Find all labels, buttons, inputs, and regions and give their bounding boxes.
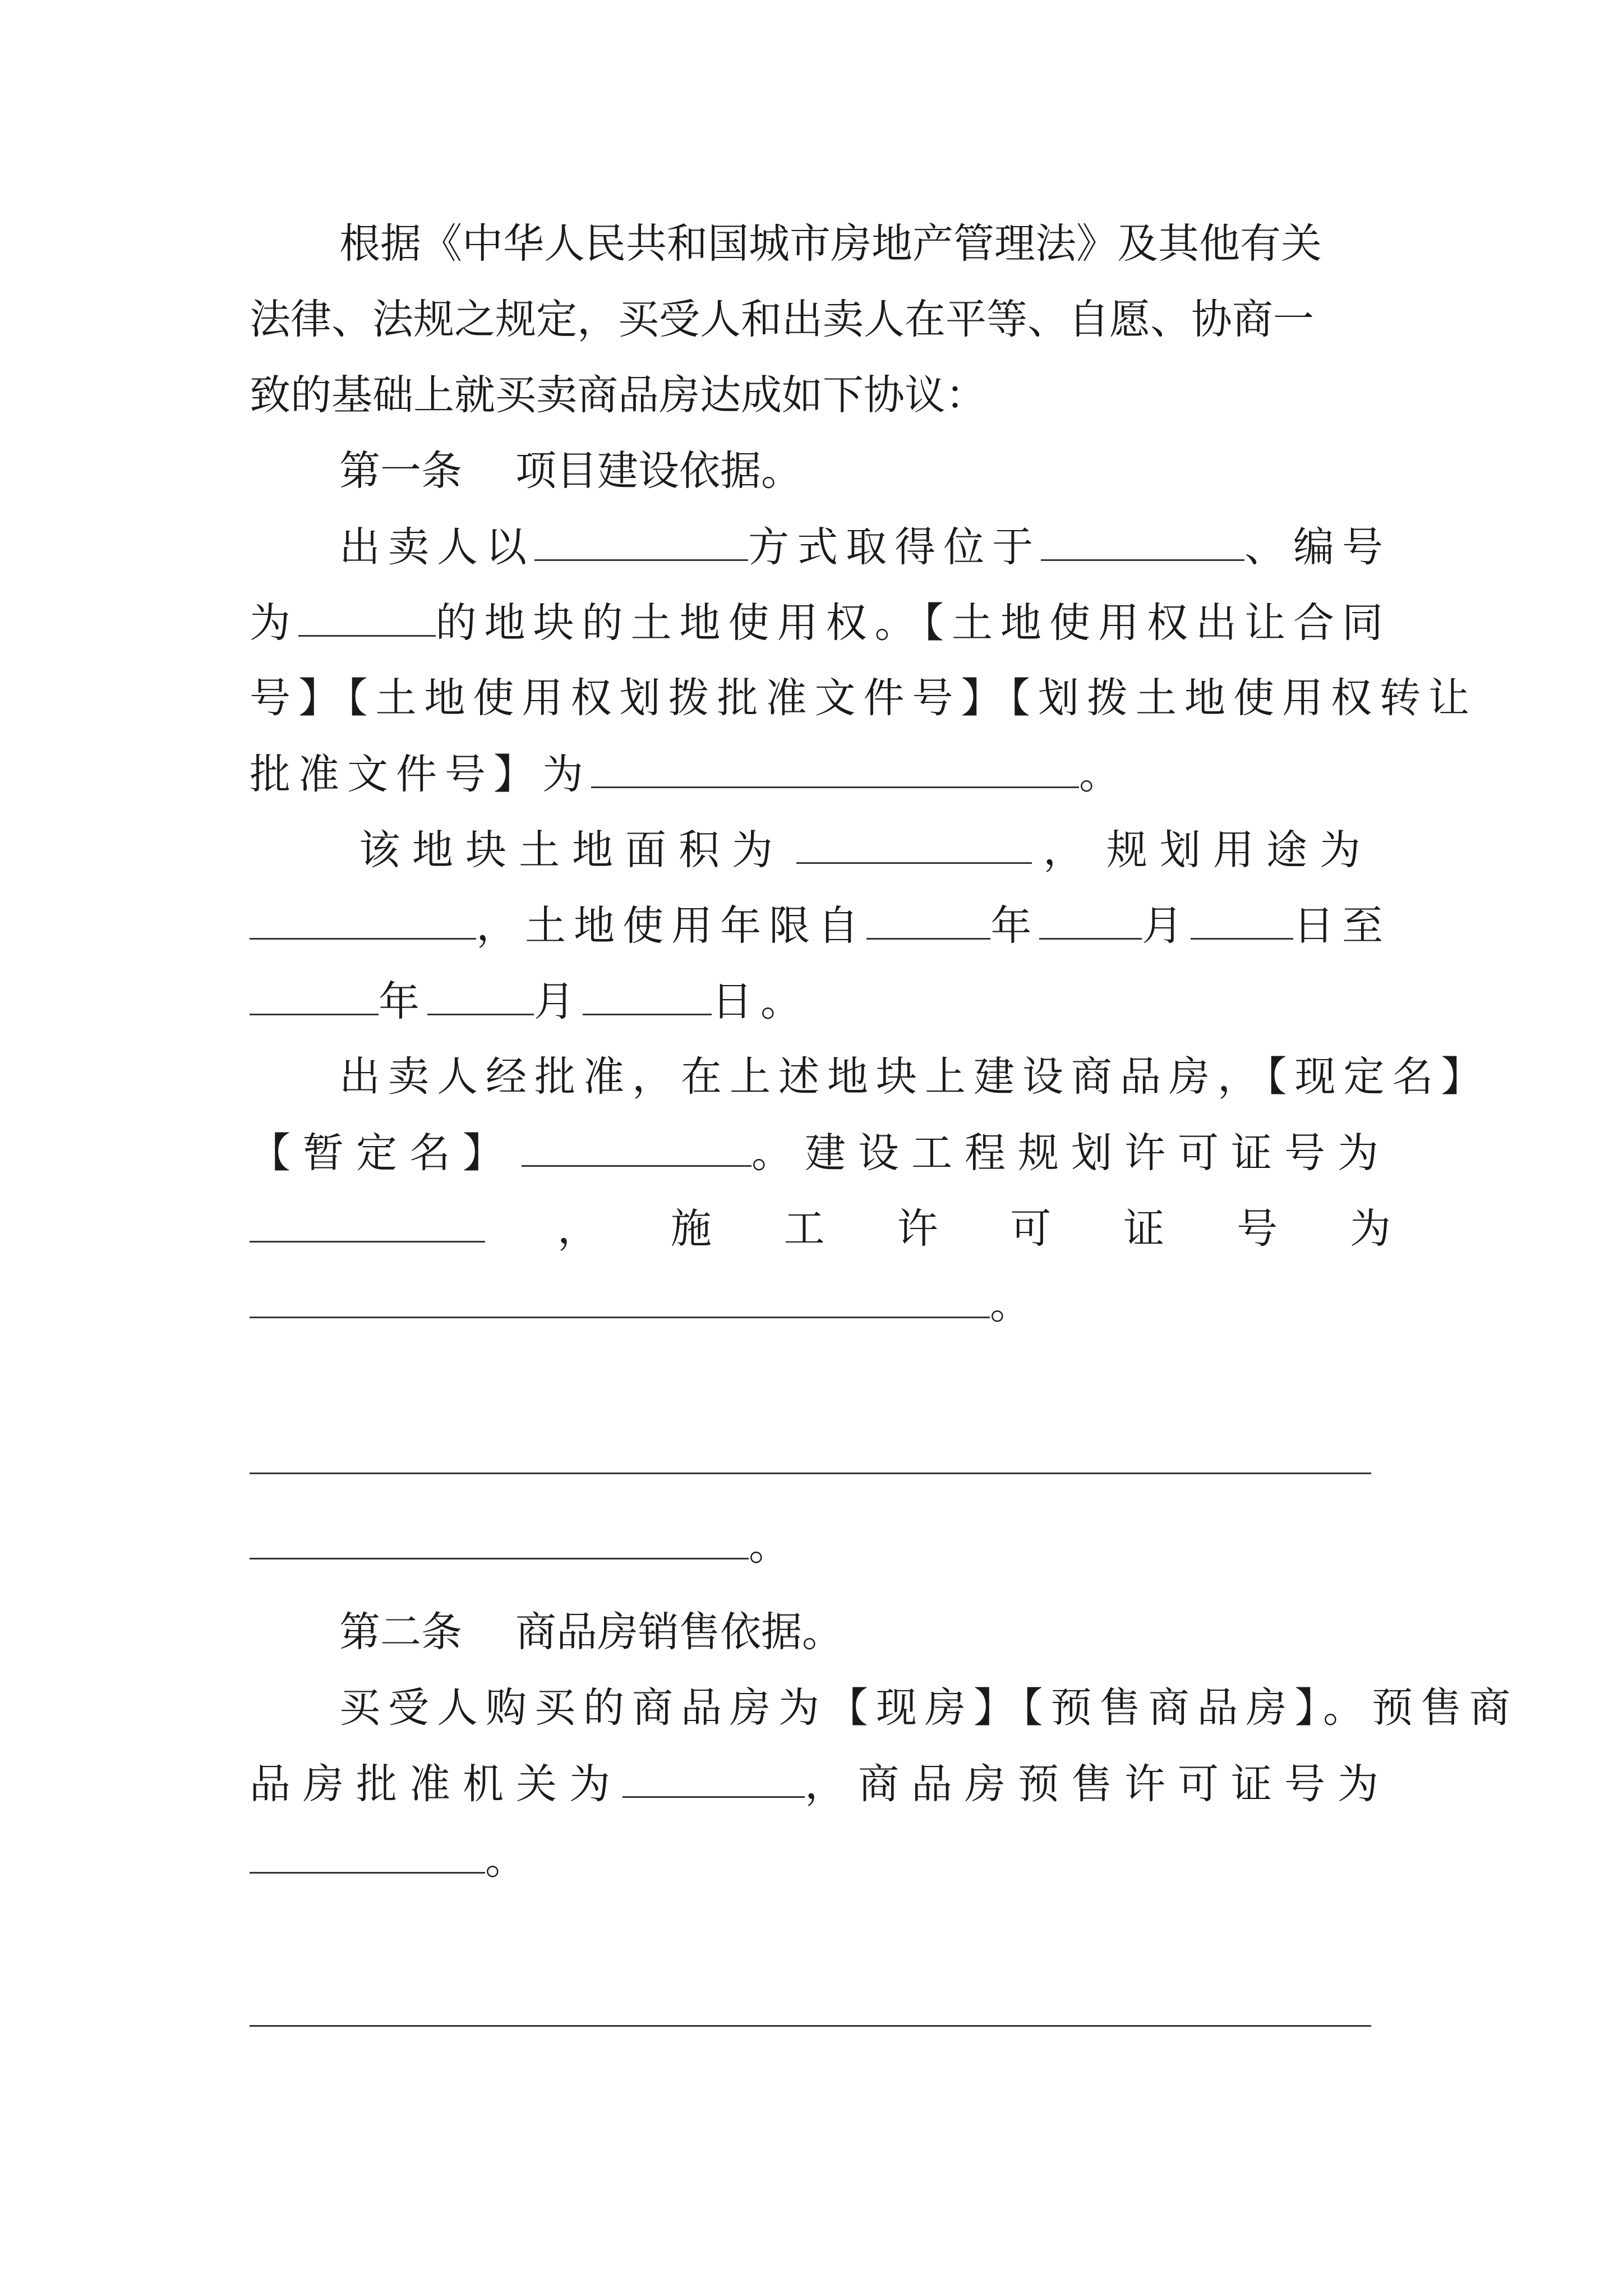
blank-project-name[interactable] (522, 1125, 751, 1167)
blank-parcel-number[interactable] (298, 595, 436, 637)
blank-acquisition-method[interactable] (534, 519, 748, 561)
blank-end-year[interactable] (250, 973, 379, 1015)
clause-text: ， (1043, 826, 1084, 874)
article-number: 第一条 (339, 447, 462, 495)
clause-text: 年 (379, 978, 427, 1025)
article-title: 项目建设依据。 (515, 447, 802, 495)
clause-char: 许 (897, 1205, 938, 1253)
clause-text: 日至 (1293, 902, 1391, 950)
clause-text: 。 (749, 1522, 790, 1570)
article-2-line-2 (250, 1756, 1391, 1812)
clause-char: 可 (1010, 1205, 1052, 1253)
article-1-line-6 (250, 898, 1391, 954)
article-1-line-9 (250, 1125, 1391, 1181)
clause-char: 施 (670, 1205, 712, 1253)
clause-text: 【暂定名】 (250, 1129, 516, 1177)
clause-text: 品房批准机关为 (250, 1760, 623, 1808)
clause-text: 批准文件号】为 (250, 751, 591, 798)
clause-text: 的地块的土地使用权。【土地使用权出让合同 (435, 599, 1391, 647)
clause-text: 规划用途为 (1106, 826, 1373, 874)
preamble-text: 法律、法规之规定，买受人和出卖人在平等、自愿、协商一 (250, 296, 1314, 343)
clause-text: 月 (1142, 902, 1191, 950)
blank-construction-permit-number[interactable] (250, 1276, 990, 1318)
blank-end-day[interactable] (583, 973, 712, 1015)
article-2-line-1 (339, 1680, 1518, 1736)
clause-text: 买受人购买的商品房为【现房】【预售商品房】。预售商 (339, 1684, 1518, 1732)
clause-text: ， (557, 1205, 598, 1253)
clause-text: 为 (250, 599, 298, 647)
preamble-line-1 (339, 216, 1391, 272)
article-title: 商品房销售依据。 (515, 1608, 843, 1656)
clause-text: 月 (534, 978, 583, 1025)
article-1-line-3 (250, 670, 1477, 726)
preamble-line-2 (250, 292, 1391, 348)
clause-text: 出卖人经批准，在上述地块上建设商品房，【现定名】 (339, 1053, 1490, 1101)
preamble-line-3 (250, 367, 1391, 424)
article-1-line-13 (250, 1517, 1391, 1573)
article-1-line-11 (250, 1276, 1391, 1332)
blank-approval-document-number[interactable] (591, 746, 1079, 788)
blank-land-location[interactable] (1041, 519, 1244, 561)
blank-land-area[interactable] (796, 822, 1032, 864)
article-1-line-1 (339, 519, 1391, 575)
blank-start-year[interactable] (866, 898, 990, 940)
clause-char: 号 (1237, 1205, 1278, 1253)
article-1-line-2 (250, 595, 1391, 651)
clause-text: 出卖人以 (339, 523, 534, 571)
clause-text: 。建设工程规划许可证号为 (751, 1129, 1391, 1177)
article-1-line-5 (359, 822, 1391, 878)
blank-full-line[interactable] (250, 1473, 1371, 1474)
article-1-line-4 (250, 746, 1391, 802)
article-2-line-3 (250, 1832, 1391, 1888)
clause-text: 年 (990, 902, 1040, 950)
article-number: 第二条 (339, 1608, 462, 1656)
clause-char: 工 (783, 1205, 825, 1253)
blank-start-month[interactable] (1039, 898, 1142, 940)
preamble-text: 致的基础上就买卖商品房达成如下协议： (250, 371, 986, 419)
blank-start-day[interactable] (1191, 898, 1293, 940)
blank-presale-permit-number[interactable] (250, 1832, 485, 1874)
clause-text: 。 (1079, 751, 1128, 798)
article-1-line-8 (339, 1049, 1490, 1105)
blank-planning-permit-number[interactable] (250, 1200, 485, 1243)
clause-text: 、编号 (1244, 523, 1391, 571)
article-2-heading (339, 1604, 1391, 1660)
clause-text: 方式取得位于 (748, 523, 1041, 571)
preamble-text: 根据《中华人民共和国城市房地产管理法》及其他有关 (339, 220, 1322, 268)
clause-char: 证 (1123, 1205, 1165, 1253)
clause-text: ，土地使用年限自 (476, 902, 867, 950)
clause-text: ，商品房预售许可证号为 (805, 1760, 1391, 1808)
article-1-line-10 (250, 1200, 1391, 1257)
blank-planned-use[interactable] (250, 898, 476, 940)
clause-text: 。 (990, 1281, 1031, 1328)
clause-text: 号】【土地使用权划拨批准文件号】【划拨土地使用权转让 (250, 674, 1477, 722)
clause-char: 为 (1350, 1205, 1391, 1253)
article-1-line-7 (250, 973, 1391, 1029)
clause-text: 。 (485, 1836, 526, 1884)
clause-text: 该地块土地面积为 (359, 826, 785, 874)
article-1-heading (339, 443, 1391, 499)
blank-end-month[interactable] (427, 973, 534, 1015)
blank-approval-authority[interactable] (623, 1756, 805, 1798)
blank-continuation[interactable] (250, 1517, 749, 1559)
clause-text: 日。 (712, 978, 809, 1025)
blank-full-line[interactable] (250, 2025, 1371, 2027)
